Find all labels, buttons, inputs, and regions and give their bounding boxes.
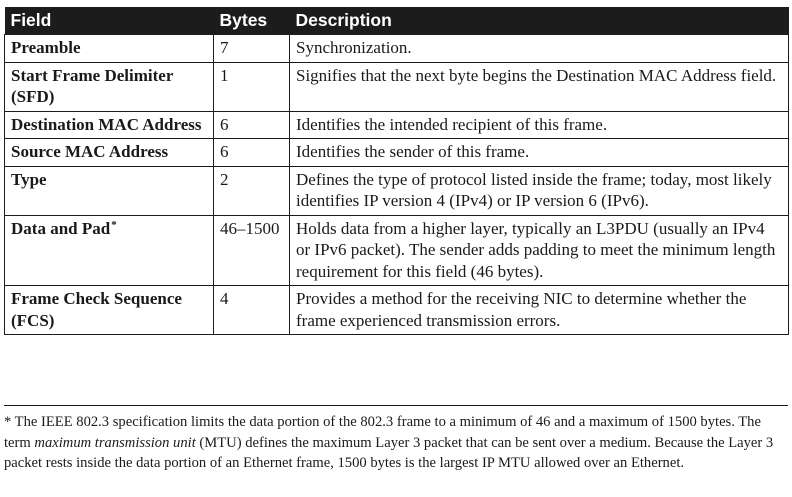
footnote-text-part1: * The IEEE 802.3 specification limits the data portion of the 802.3 frame to a minimum of 46 and a maximum of 1500 bytes. The term	[4, 414, 761, 451]
ethernet-frame-table-container	[4, 7, 788, 335]
table-row	[5, 62, 789, 111]
row-description: Holds data from a higher layer, typically an L3PDU (usually an IPv4 or IPv6 packet). The sender adds padding to meet the minimum length requirement for this field (46 bytes).	[290, 215, 789, 286]
row-bytes: 4	[214, 286, 290, 335]
ethernet-frame-fields-table	[4, 7, 789, 335]
footnote	[4, 412, 788, 474]
header-description: Description	[290, 7, 789, 35]
row-description: Signifies that the next byte begins the Destination MAC Address field.	[290, 62, 789, 111]
row-description: Synchronization.	[290, 35, 789, 63]
header-bytes: Bytes	[214, 7, 290, 35]
table-header-row	[5, 7, 789, 35]
row-field: Preamble	[5, 35, 214, 63]
table-row	[5, 111, 789, 139]
row-field-cell	[5, 215, 214, 286]
row-field: Data and Pad	[11, 218, 111, 238]
header-field: Field	[5, 7, 214, 35]
footnote-term: maximum transmission unit	[34, 434, 196, 451]
table-row	[5, 166, 789, 215]
row-description: Defines the type of protocol listed inside the frame; today, most likely identifies IP version 4 (IPv4) or IP version 6 (IPv6).	[290, 166, 789, 215]
row-description: Provides a method for the receiving NIC to determine whether the frame experienced transmission errors.	[290, 286, 789, 335]
row-bytes: 7	[214, 35, 290, 63]
table-row	[5, 139, 789, 167]
row-bytes: 1	[214, 62, 290, 111]
row-bytes: 6	[214, 111, 290, 139]
row-field: Frame Check Sequence (FCS)	[5, 286, 214, 335]
footnote-marker: *	[111, 218, 117, 231]
row-field: Type	[5, 166, 214, 215]
row-bytes: 2	[214, 166, 290, 215]
row-bytes: 6	[214, 139, 290, 167]
footnote-divider	[4, 405, 788, 406]
table-row	[5, 215, 789, 286]
table-row	[5, 286, 789, 335]
row-field: Destination MAC Address	[5, 111, 214, 139]
table-row	[5, 35, 789, 63]
row-description: Identifies the intended recipient of this frame.	[290, 111, 789, 139]
footnote-text-part2: (MTU) defines the maximum Layer 3 packet that can be sent over a medium. Because the Layer 3 packet rests inside the data portion of an Ethernet frame, 1500 bytes is the largest IP MTU allowed over an Ethernet.	[4, 434, 774, 471]
row-bytes: 46–1500	[214, 215, 290, 286]
row-field: Start Frame Delimiter (SFD)	[5, 62, 214, 111]
row-field: Source MAC Address	[5, 139, 214, 167]
row-description: Identifies the sender of this frame.	[290, 139, 789, 167]
